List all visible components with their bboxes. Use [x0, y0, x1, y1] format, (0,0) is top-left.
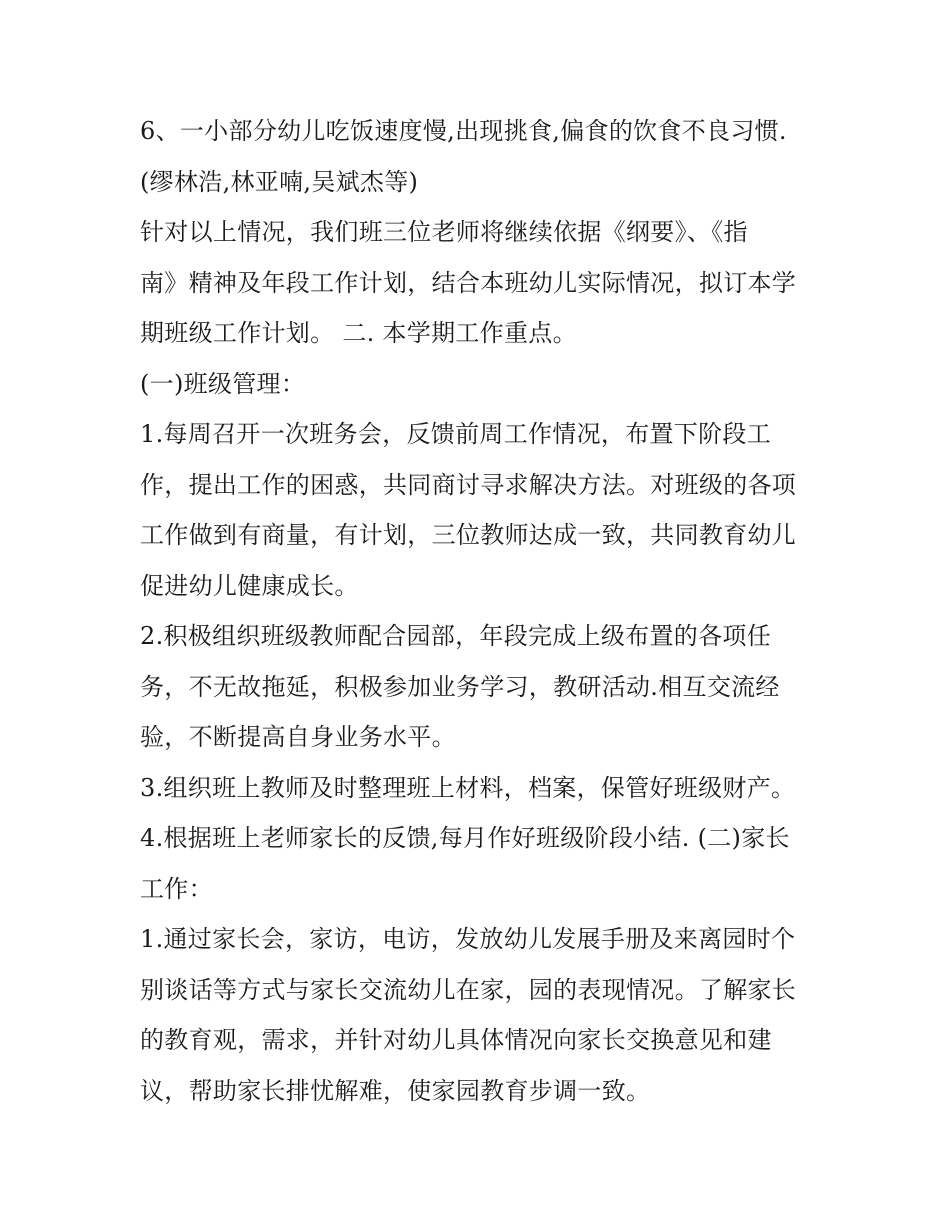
- text-line-8: 作，提出工作的困惑，共同商讨寻求解决方法。对班级的各项: [140, 470, 797, 499]
- text-line-4: 南》精神及年段工作计划，结合本班幼儿实际情况，拟订本学: [140, 268, 797, 297]
- text-line-14: 3.组织班上教师及时整理班上材料，档案，保管好班级财产。: [140, 773, 796, 802]
- text-line-18: 别谈话等方式与家长交流幼儿在家，园的表现情况。了解家长: [140, 975, 797, 1004]
- text-line-19: 的教育观，需求，并针对幼儿具体情况向家长交换意见和建: [140, 1026, 772, 1054]
- text-line-1: 6、一小部分幼儿吃饭速度慢,出现挑食,偏食的饮食不良习惯.: [140, 117, 787, 145]
- text-line-10: 促进幼儿健康成长。: [140, 571, 359, 600]
- text-line-11: 2.积极组织班级教师配合园部，年段完成上级布置的各项任: [140, 622, 771, 650]
- text-line-16: 工作：: [140, 874, 213, 903]
- section-heading-class-management: (一)班级管理：: [140, 369, 306, 398]
- text-line-9: 工作做到有商量，有计划，三位教师达成一致，共同教育幼儿: [140, 521, 797, 549]
- text-line-15: 4.根据班上老师家长的反馈,每月作好班级阶段小结. (二)家长: [140, 824, 790, 852]
- document-body: [140, 106, 820, 1116]
- text-line-2: (缪林浩,林亚喃,吴斌杰等): [140, 167, 419, 196]
- text-line-3: 针对以上情况，我们班三位老师将继续依据《纲要》、《指: [140, 218, 748, 246]
- text-line-5: 期班级工作计划。 二. 本学期工作重点。: [140, 319, 577, 347]
- text-line-20: 议，帮助家长排忧解难，使家园教育步调一致。: [140, 1076, 651, 1105]
- text-line-17: 1.通过家长会，家访，电访，发放幼儿发展手册及来离园时个: [140, 925, 796, 953]
- text-line-13: 验，不断提高自身业务水平。: [140, 723, 456, 751]
- text-line-7: 1.每周召开一次班务会，反馈前周工作情况，布置下阶段工: [140, 420, 771, 448]
- text-line-12: 务，不无故拖延，积极参加业务学习，教研活动.相互交流经: [140, 672, 780, 701]
